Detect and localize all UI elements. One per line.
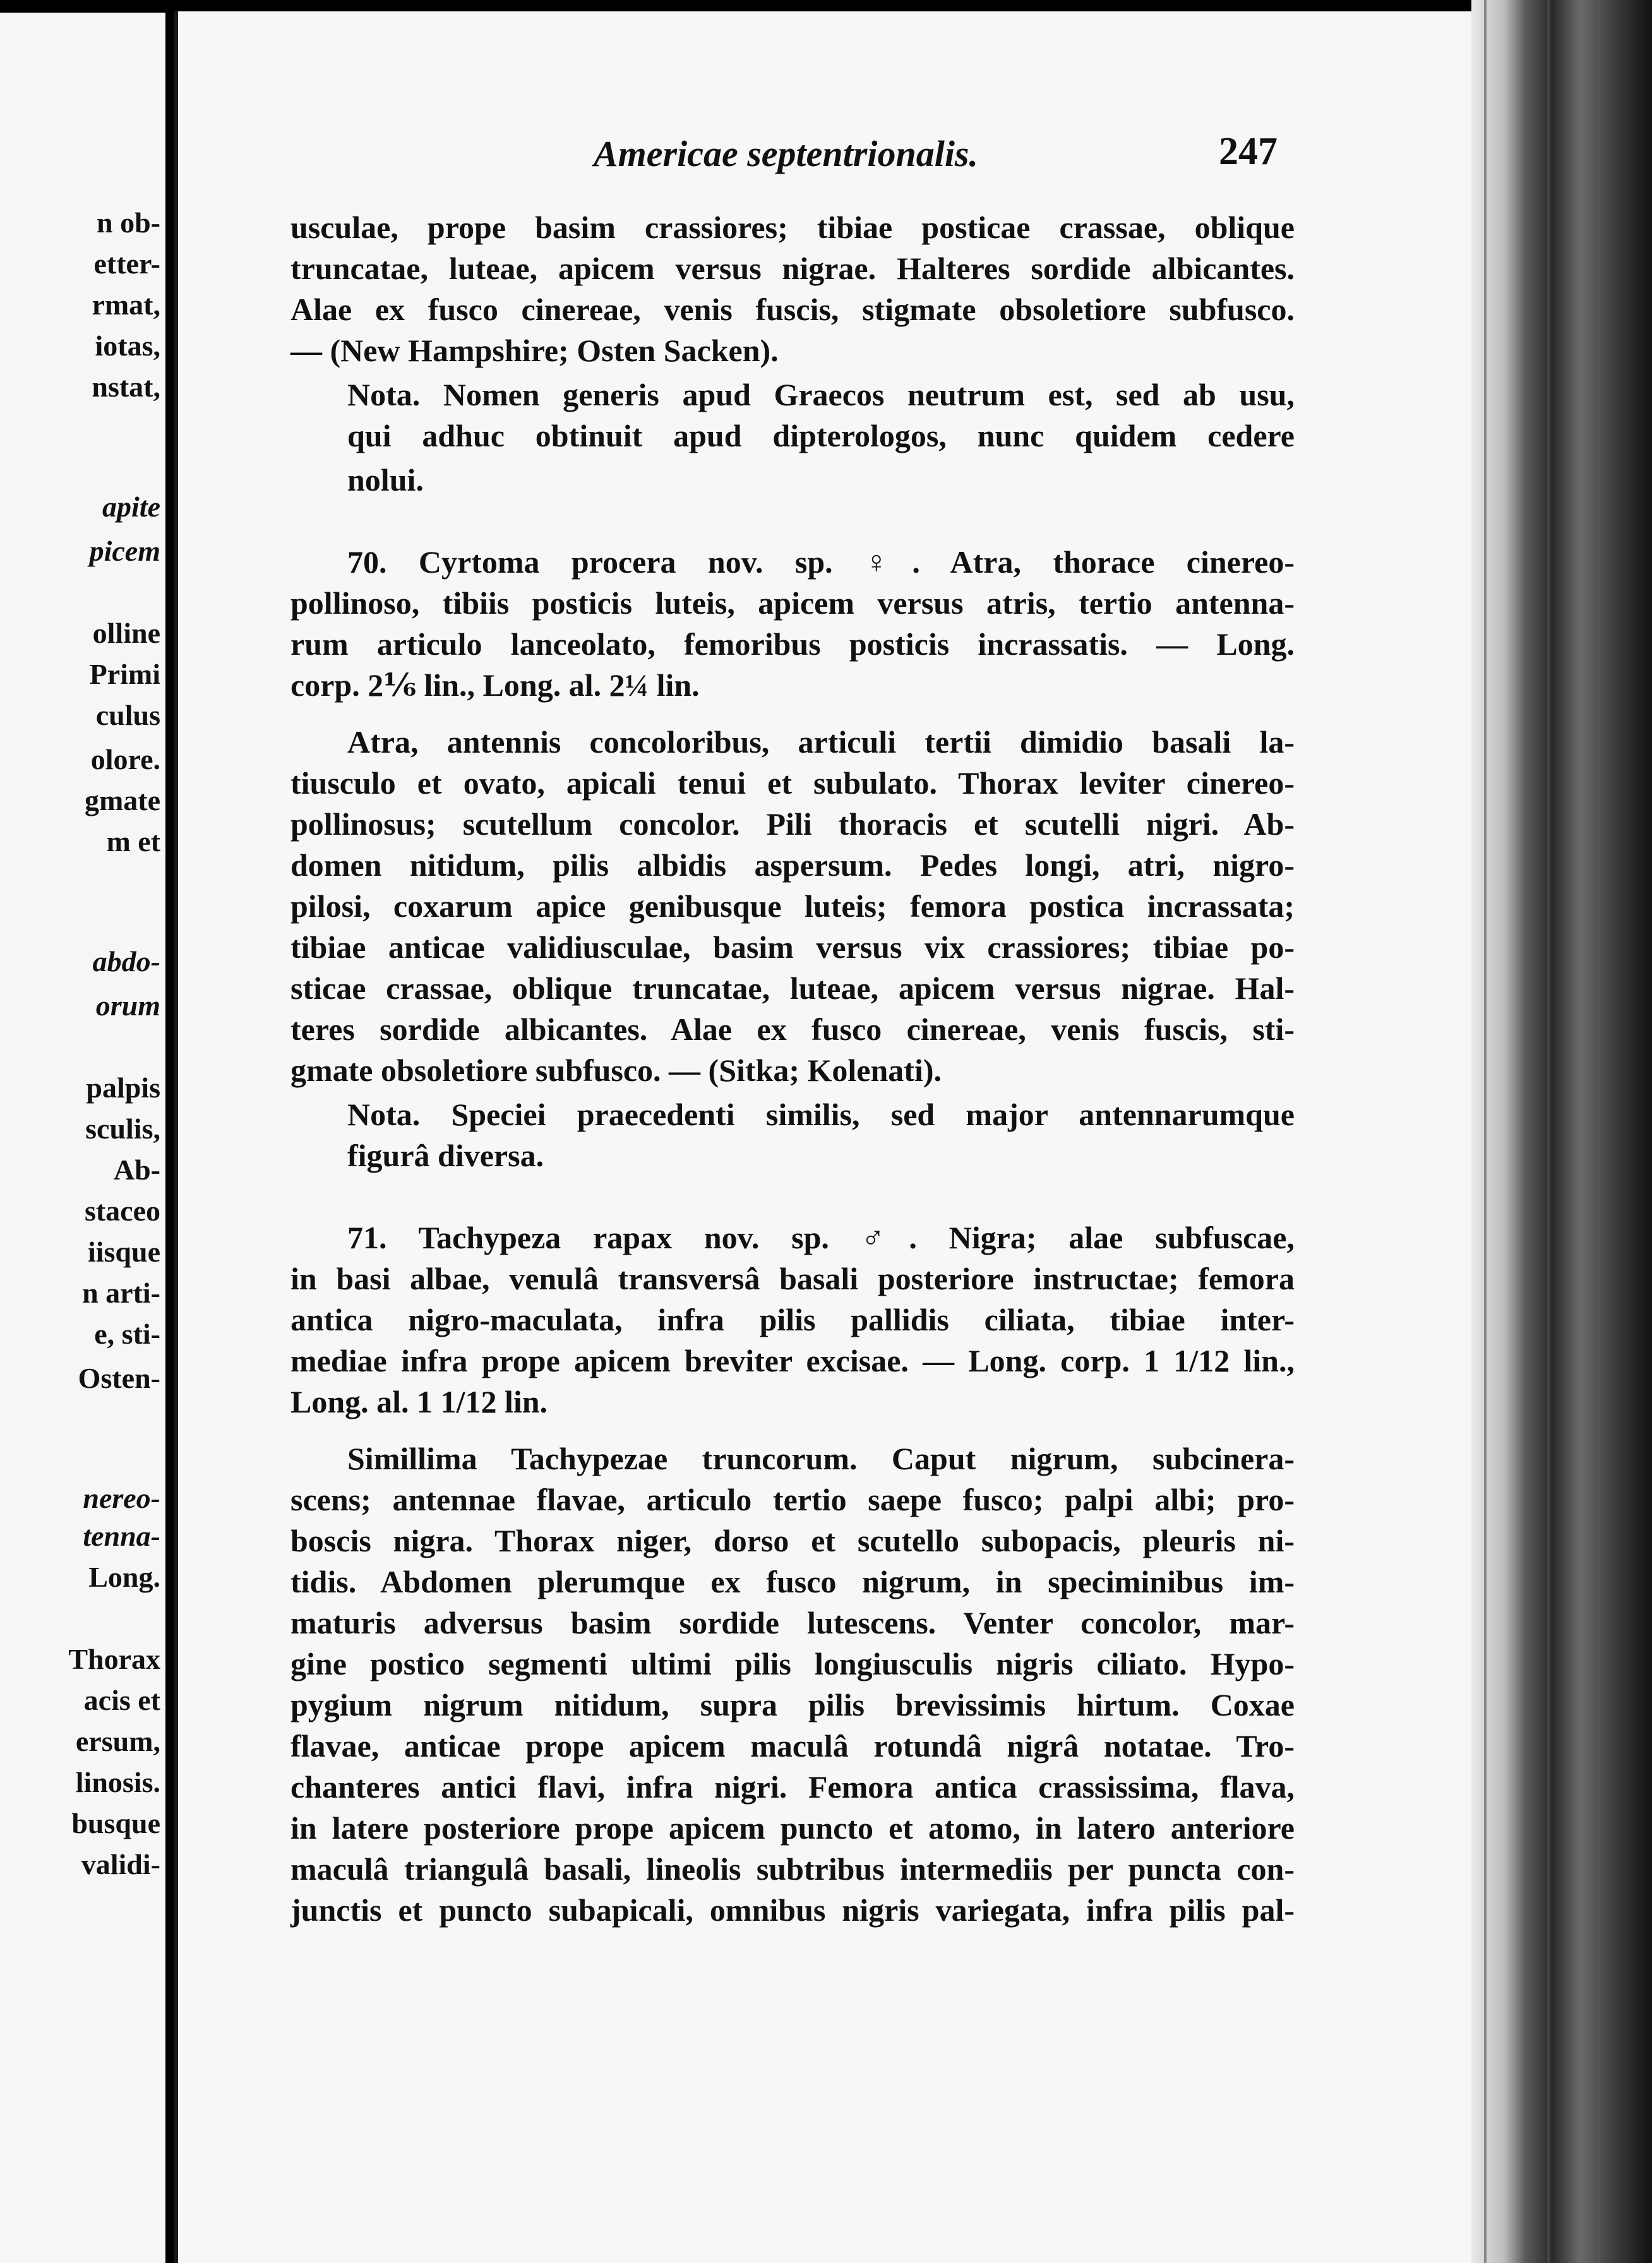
- text-line: tiusculo et ovato, apicali tenui et subulato. Thorax leviter cinereo-: [290, 765, 1295, 801]
- left-page-fragment: busque: [71, 1807, 160, 1839]
- text-line: in latere posteriore prope apicem puncto et atomo, in latero anteriore: [290, 1810, 1295, 1846]
- text-line: — (New Hampshire; Osten Sacken).: [290, 333, 779, 368]
- left-page-fragment: n arti-: [82, 1277, 160, 1309]
- left-page-fragment: Ab-: [113, 1154, 160, 1186]
- left-page-fragment: nstat,: [92, 371, 160, 403]
- text-line: Nota. Speciei praecedenti similis, sed major antennarumque: [347, 1097, 1295, 1132]
- text-line: tidis. Abdomen plerumque ex fusco nigrum, in speciminibus im-: [290, 1564, 1295, 1599]
- left-page-fragment: olore.: [90, 743, 160, 775]
- text-line: domen nitidum, pilis albidis aspersum. Pedes longi, atri, nigro-: [290, 847, 1295, 883]
- left-page-fragment: Thorax: [68, 1643, 160, 1675]
- left-page-fragment: picem: [89, 535, 160, 567]
- text-line: sticae crassae, oblique truncatae, luteae, apicem versus nigrae. Hal-: [290, 970, 1295, 1006]
- text-line: antica nigro-maculata, infra pilis pallidis ciliata, tibiae inter-: [290, 1302, 1295, 1337]
- text-line: tibiae anticae validiusculae, basim versus vix crassiores; tibiae po-: [290, 929, 1295, 965]
- text-line: teres sordide albicantes. Alae ex fusco cinereae, venis fuscis, sti-: [290, 1012, 1295, 1047]
- left-page-fragment: acis et: [83, 1684, 160, 1716]
- text-line: Alae ex fusco cinereae, venis fuscis, stigmate obsoletiore subfusco.: [290, 292, 1295, 327]
- text-line: chanteres antici flavi, infra nigri. Femora antica crassissima, flava,: [290, 1769, 1295, 1805]
- text-line: pygium nigrum nitidum, supra pilis brevissimis hirtum. Coxae: [290, 1687, 1295, 1723]
- text-line: Simillima Tachypezae truncorum. Caput nigrum, subcinera-: [347, 1441, 1295, 1476]
- text-line: gmate obsoletiore subfusco. — (Sitka; Kolenati).: [290, 1053, 942, 1088]
- left-facing-page: [0, 13, 165, 2263]
- left-page-fragment: nereo-: [83, 1482, 160, 1514]
- text-line: pollinoso, tibiis posticis luteis, apicem versus atris, tertio antenna-: [290, 585, 1295, 621]
- text-line: Nota. Nomen generis apud Graecos neutrum est, sed ab usu,: [347, 377, 1295, 412]
- left-page-fragment: m et: [106, 825, 160, 857]
- left-page-fragment: apite: [102, 491, 160, 523]
- text-line: nolui.: [347, 462, 424, 498]
- left-page-fragment: staceo: [84, 1195, 160, 1227]
- text-line: junctis et puncto subapicali, omnibus nigris variegata, infra pilis pal-: [290, 1892, 1295, 1928]
- left-page-fragment: etter-: [93, 248, 160, 280]
- left-page-fragment: palpis: [86, 1072, 160, 1104]
- text-line: qui adhuc obtinuit apud dipterologos, nunc quidem cedere: [347, 418, 1295, 453]
- left-page-fragment: sculis,: [85, 1113, 160, 1145]
- text-line: figurâ diversa.: [347, 1138, 544, 1173]
- left-page-fragment: iisque: [87, 1236, 160, 1268]
- text-line: corp. 2⅙ lin., Long. al. 2¼ lin.: [290, 667, 700, 703]
- page-number: 247: [1219, 130, 1278, 173]
- left-page-fragment: olline: [92, 617, 160, 649]
- left-page-fragment: rmat,: [92, 289, 160, 321]
- text-line: Atra, antennis concoloribus, articuli tertii dimidio basali la-: [347, 724, 1295, 760]
- text-line: Long. al. 1 1/12 lin.: [290, 1384, 548, 1419]
- text-line: pilosi, coxarum apice genibusque luteis; femora postica incrassata;: [290, 888, 1295, 924]
- text-line: in basi albae, venulâ transversâ basali posteriore instructae; femora: [290, 1261, 1295, 1296]
- text-line: usculae, prope basim crassiores; tibiae posticae crassae, oblique: [290, 210, 1295, 245]
- book-spine-edge: [1471, 0, 1652, 2263]
- left-page-fragment: Primi: [89, 658, 160, 690]
- text-line: truncatae, luteae, apicem versus nigrae. Halteres sordide albicantes.: [290, 251, 1295, 286]
- text-line: mediae infra prope apicem breviter excisae. — Long. corp. 1 1/12 lin.,: [290, 1343, 1295, 1378]
- text-line: scens; antennae flavae, articulo tertio saepe fusco; palpi albi; pro-: [290, 1482, 1295, 1517]
- text-line: 70. Cyrtoma procera nov. sp. ♀. Atra, thorace cinereo-: [347, 544, 1295, 580]
- left-page-fragment: n ob-: [97, 206, 160, 239]
- text-line: 71. Tachypeza rapax nov. sp. ♂. Nigra; alae subfuscae,: [347, 1220, 1295, 1255]
- text-line: boscis nigra. Thorax niger, dorso et scutello subopacis, pleuris ni-: [290, 1523, 1295, 1558]
- page-edge-line: [1598, 0, 1600, 2263]
- text-line: gine postico segmenti ultimi pilis longiusculis nigris ciliato. Hypo-: [290, 1646, 1295, 1681]
- left-page-fragment: gmate: [84, 784, 160, 816]
- text-line: maculâ triangulâ basali, lineolis subtribus intermediis per puncta con-: [290, 1851, 1295, 1887]
- page-edge-line: [1484, 0, 1487, 2263]
- running-head: Americae septentrionalis.: [594, 133, 978, 174]
- left-page-fragment: e, sti-: [94, 1318, 160, 1350]
- left-page-fragment: abdo-: [92, 945, 160, 977]
- left-page-fragment: linosis.: [75, 1766, 160, 1798]
- page-edge-line: [1547, 0, 1550, 2263]
- left-page-fragment: Long.: [88, 1561, 160, 1593]
- left-page-fragment: validi-: [81, 1848, 160, 1880]
- left-page-fragment: orum: [95, 989, 160, 1022]
- left-page-fragment: iotas,: [95, 330, 160, 362]
- text-line: pollinosus; scutellum concolor. Pili thoracis et scutelli nigri. Ab-: [290, 806, 1295, 842]
- text-line: maturis adversus basim sordide lutescens. Venter concolor, mar-: [290, 1605, 1295, 1640]
- left-page-fragment: tenna-: [83, 1520, 160, 1552]
- text-line: flavae, anticae prope apicem maculâ rotundâ nigrâ notatae. Tro-: [290, 1728, 1295, 1764]
- left-page-fragment: culus: [95, 699, 160, 731]
- left-page-fragment: Osten-: [78, 1362, 160, 1394]
- left-page-fragment: ersum,: [75, 1725, 160, 1757]
- text-line: rum articulo lanceolato, femoribus posticis incrassatis. — Long.: [290, 626, 1295, 662]
